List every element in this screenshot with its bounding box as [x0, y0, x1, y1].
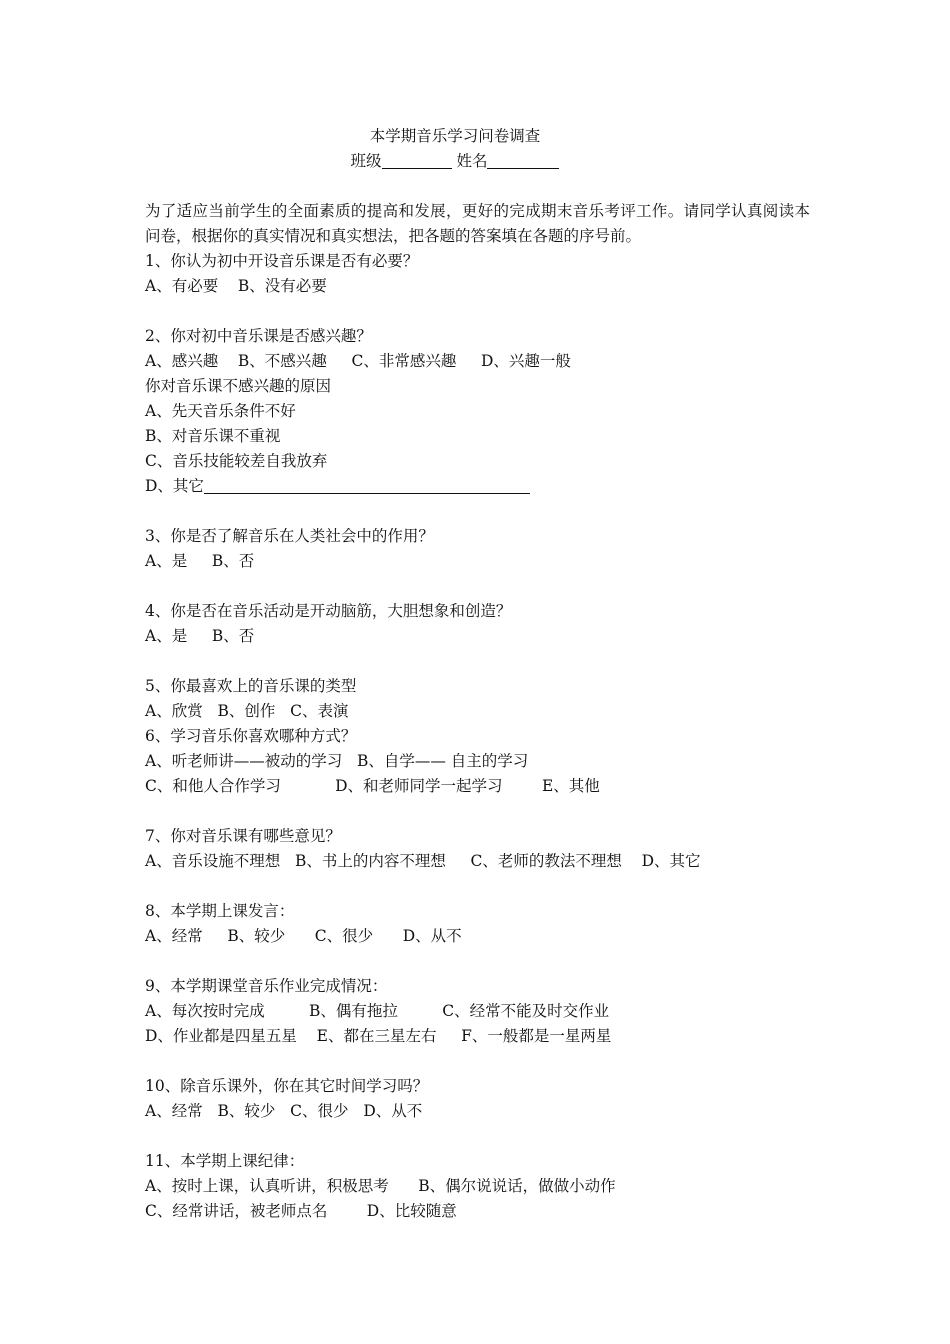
q8-option-b[interactable]: B、较少 — [227, 927, 286, 945]
q9-option-c[interactable]: C、经常不能及时交作业 — [442, 1002, 610, 1020]
q2-options — [145, 349, 810, 374]
q1-options — [145, 274, 810, 299]
q11-option-a[interactable]: A、按时上课，认真听讲，积极思考 — [145, 1177, 389, 1195]
q7-option-c[interactable]: C、老师的教法不理想 — [470, 852, 622, 870]
q11-option-d[interactable]: D、比较随意 — [366, 1202, 457, 1220]
q11-option-b[interactable]: B、偶尔说说话，做做小动作 — [418, 1177, 616, 1195]
q7-option-d[interactable]: D、其它 — [641, 852, 701, 870]
q5-question: 5、你最喜欢上的音乐课的类型 — [145, 677, 357, 695]
q2-option-a[interactable]: A、感兴趣 — [145, 352, 219, 370]
q7-options — [145, 849, 810, 874]
class-label: 班级 — [350, 152, 382, 170]
q10-option-a[interactable]: A、经常 — [145, 1102, 203, 1120]
q9-option-e[interactable]: E、都在三星左右 — [316, 1027, 437, 1045]
q8-option-c[interactable]: C、很少 — [314, 927, 374, 945]
name-label: 姓名 — [456, 152, 488, 170]
q2-sub-option-d[interactable]: D、其它 — [145, 477, 204, 495]
q10-option-c[interactable]: C、很少 — [290, 1102, 349, 1120]
q6-options-row1 — [145, 749, 810, 774]
q6-option-d[interactable]: D、和老师同学一起学习 — [335, 777, 503, 795]
q5-option-a[interactable]: A、欣赏 — [145, 702, 203, 720]
q5-option-c[interactable]: C、表演 — [290, 702, 349, 720]
q2-question: 2、你对初中音乐课是否感兴趣？ — [145, 327, 372, 345]
q4-question: 4、你是否在音乐活动是开动脑筋，大胆想象和创造？ — [145, 602, 512, 620]
q6-options-row2 — [145, 774, 810, 799]
q11-question: 11、本学期上课纪律： — [145, 1152, 305, 1170]
q8-question: 8、本学期上课发言： — [145, 902, 295, 920]
q2-option-b[interactable]: B、不感兴趣 — [237, 352, 327, 370]
name-blank[interactable] — [487, 150, 559, 169]
q1-question: 1、你认为初中开设音乐课是否有必要？ — [145, 252, 419, 270]
questionnaire-page — [145, 124, 810, 1224]
q2-option-c[interactable]: C、非常感兴趣 — [351, 352, 457, 370]
q9-options-row1 — [145, 999, 810, 1024]
q2-sub-option-b[interactable]: B、对音乐课不重视 — [145, 427, 281, 445]
q7-question: 7、你对音乐课有哪些意见？ — [145, 827, 341, 845]
page-title: 本学期音乐学习问卷调查 — [369, 127, 541, 145]
q5-option-b[interactable]: B、创作 — [217, 702, 276, 720]
q10-question: 10、除音乐课外，你在其它时间学习吗？ — [145, 1077, 429, 1095]
q2-sub-option-a[interactable]: A、先天音乐条件不好 — [145, 402, 296, 420]
q9-option-a[interactable]: A、每次按时完成 — [145, 1002, 265, 1020]
q3-option-a[interactable]: A、是 — [145, 552, 188, 570]
q2-sub-question: 你对音乐课不感兴趣的原因 — [145, 377, 332, 395]
q10-option-b[interactable]: B、较少 — [217, 1102, 276, 1120]
q2-other-blank[interactable] — [204, 475, 530, 494]
q9-options-row2 — [145, 1024, 810, 1049]
q9-option-f[interactable]: F、一般都是一星两星 — [461, 1027, 612, 1045]
q10-options — [145, 1099, 810, 1124]
q3-options — [145, 549, 810, 574]
q2-option-d[interactable]: D、兴趣一般 — [480, 352, 571, 370]
class-blank[interactable] — [382, 150, 452, 169]
q3-option-b[interactable]: B、否 — [211, 552, 255, 570]
q6-option-c[interactable]: C、和他人合作学习 — [145, 777, 281, 795]
q1-option-b[interactable]: B、没有必要 — [237, 277, 327, 295]
intro-paragraph: 为了适应当前学生的全面素质的提高和发展，更好的完成期末音乐考评工作。请同学认真阅读本问卷，根据你的真实情况和真实想法，把各题的答案填在各题的序号前。 — [145, 202, 810, 245]
q4-options — [145, 624, 810, 649]
q7-option-a[interactable]: A、音乐设施不理想 — [145, 852, 281, 870]
q1-option-a[interactable]: A、有必要 — [145, 277, 219, 295]
q8-option-d[interactable]: D、从不 — [402, 927, 462, 945]
q11-options-row2 — [145, 1199, 810, 1224]
q6-option-b[interactable]: B、自学—— 自主的学习 — [356, 752, 529, 770]
q6-option-e[interactable]: E、其他 — [541, 777, 600, 795]
q5-options — [145, 699, 810, 724]
q2-sub-option-c[interactable]: C、音乐技能较差自我放弃 — [145, 452, 328, 470]
q6-option-a[interactable]: A、听老师讲——被动的学习 — [145, 752, 343, 770]
q10-option-d[interactable]: D、从不 — [363, 1102, 423, 1120]
student-info-line — [145, 149, 765, 174]
q3-question: 3、你是否了解音乐在人类社会中的作用？ — [145, 527, 434, 545]
q11-options-row1 — [145, 1174, 810, 1199]
q11-option-c[interactable]: C、经常讲话，被老师点名 — [145, 1202, 328, 1220]
q9-option-b[interactable]: B、偶有拖拉 — [309, 1002, 398, 1020]
q8-options — [145, 924, 810, 949]
q6-question: 6、学习音乐你喜欢哪种方式？ — [145, 727, 357, 745]
q9-question: 9、本学期课堂音乐作业完成情况： — [145, 977, 388, 995]
q4-option-a[interactable]: A、是 — [145, 627, 188, 645]
q7-option-b[interactable]: B、书上的内容不理想 — [294, 852, 446, 870]
q9-option-d[interactable]: D、作业都是四星五星 — [145, 1027, 297, 1045]
q4-option-b[interactable]: B、否 — [211, 627, 255, 645]
q2-sub-option-d-row — [145, 474, 810, 499]
q8-option-a[interactable]: A、经常 — [145, 927, 203, 945]
